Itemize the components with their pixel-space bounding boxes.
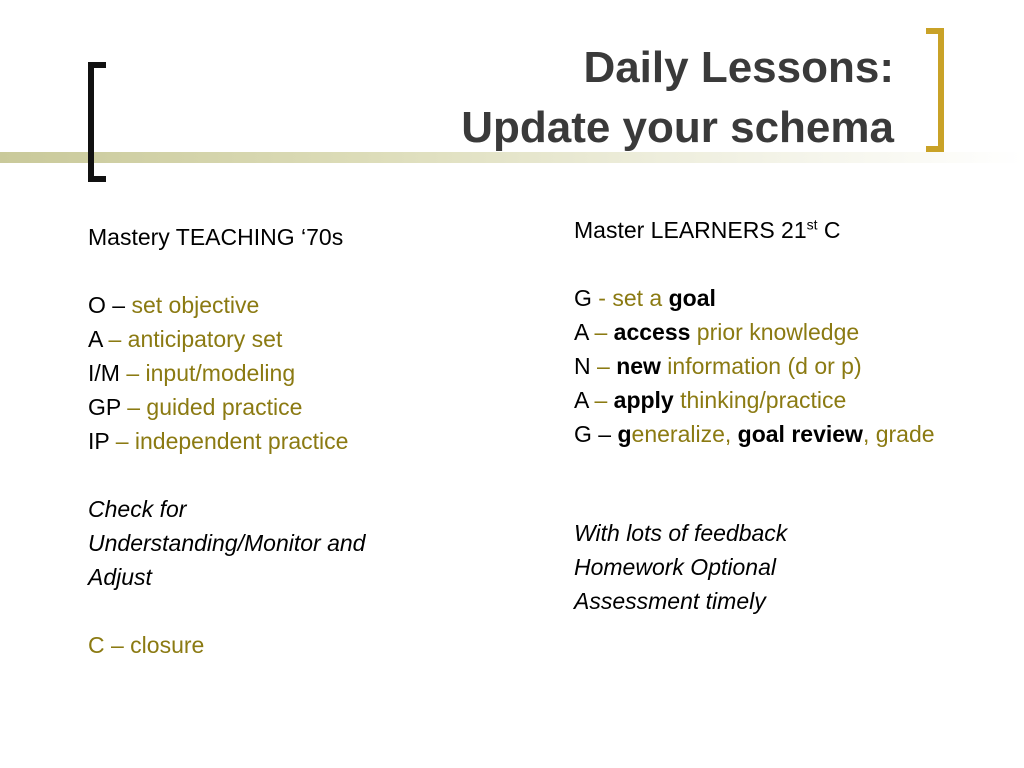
list-item: IP – independent practice [88, 428, 349, 454]
list-item-goal: G - set a goal [574, 285, 716, 311]
list-item: I/M – input/modeling [88, 360, 296, 386]
right-column [574, 213, 1004, 618]
slide-title [461, 38, 894, 158]
right-heading: Master LEARNERS 21st C [574, 216, 841, 243]
note-feedback: With lots of feedback [574, 520, 788, 546]
check-line-3: Adjust [88, 564, 152, 590]
left-column [88, 220, 508, 662]
list-item: A – anticipatory set [88, 326, 283, 352]
closure-item: C – closure [88, 632, 205, 658]
note-homework: Homework Optional [574, 554, 776, 580]
list-item: O – set objective [88, 292, 260, 318]
check-line-1: Check for [88, 496, 187, 522]
list-item-generalize: G – generalize, goal review, grade [574, 421, 935, 447]
left-bracket-decoration [88, 62, 106, 182]
right-bracket-decoration [926, 28, 944, 152]
list-item-apply: A – apply thinking/practice [574, 387, 847, 413]
note-assessment: Assessment timely [574, 588, 766, 614]
list-item: GP – guided practice [88, 394, 303, 420]
check-line-2: Understanding/Monitor and [88, 530, 366, 556]
title-line-2: Update your schema [461, 103, 894, 152]
list-item-access: A – access prior knowledge [574, 319, 860, 345]
title-line-1: Daily Lessons: [583, 43, 894, 92]
list-item-new: N – new information (d or p) [574, 353, 862, 379]
left-heading: Mastery TEACHING ‘70s [88, 224, 344, 250]
